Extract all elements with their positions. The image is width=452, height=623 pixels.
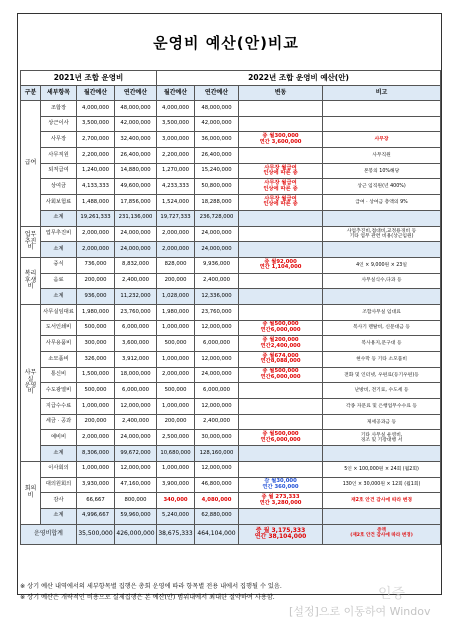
monthly-2022-cell: 500,000 bbox=[157, 336, 195, 352]
note-cell: 제세공과금 등 bbox=[323, 414, 441, 430]
table-row bbox=[21, 148, 441, 164]
item-cell: 예비비 bbox=[41, 430, 77, 446]
col-annual-2022: 연간예산 bbox=[195, 86, 239, 101]
monthly-2022-cell: 1,000,000 bbox=[157, 461, 195, 477]
annual-2022-cell: 6,000,000 bbox=[195, 383, 239, 399]
monthly-2022-cell: 1,000,000 bbox=[157, 320, 195, 336]
total-monthly-2022: 38,675,333 bbox=[157, 524, 195, 544]
annual-2021-cell: 17,856,000 bbox=[115, 195, 157, 211]
table-row bbox=[21, 273, 441, 289]
monthly-2021-cell: 19,261,333 bbox=[77, 210, 115, 226]
monthly-2021-cell: 2,000,000 bbox=[77, 226, 115, 242]
item-cell: 지급수수료 bbox=[41, 399, 77, 415]
annual-2022-cell: 2,400,000 bbox=[195, 273, 239, 289]
monthly-2021-cell: 1,980,000 bbox=[77, 304, 115, 320]
category-cell: 사무실 운영비 bbox=[21, 304, 41, 461]
change-cell: 증 월500,000 연간6,000,000 bbox=[239, 320, 323, 336]
change-cell bbox=[239, 226, 323, 242]
annual-2021-cell: 24,000,000 bbox=[115, 242, 157, 258]
note-cell bbox=[323, 508, 441, 524]
annual-2021-cell: 49,600,000 bbox=[115, 179, 157, 195]
annual-2022-cell: 26,400,000 bbox=[195, 148, 239, 164]
item-cell: 사무장 bbox=[41, 132, 77, 148]
annual-2022-cell: 30,000,000 bbox=[195, 430, 239, 446]
activation-watermark: [설정]으로 이동하여 Windov bbox=[289, 605, 431, 618]
page-title: 운영비 예산(안)비교 bbox=[153, 34, 299, 52]
note-cell: 급여 · 상여금 총액의 9% bbox=[323, 195, 441, 211]
annual-2021-cell: 2,400,000 bbox=[115, 414, 157, 430]
note-cell: 5인 × 100,000원 × 24회 (월2회) bbox=[323, 461, 441, 477]
annual-2021-cell: 6,000,000 bbox=[115, 320, 157, 336]
table-row bbox=[21, 399, 441, 415]
monthly-2021-cell: 200,000 bbox=[77, 414, 115, 430]
annual-2022-cell: 36,000,000 bbox=[195, 132, 239, 148]
monthly-2021-cell: 2,700,000 bbox=[77, 132, 115, 148]
monthly-2022-cell: 3,000,000 bbox=[157, 132, 195, 148]
budget-table bbox=[20, 70, 441, 545]
subtotal-row bbox=[21, 446, 441, 462]
item-cell: 사무실임대료 bbox=[41, 304, 77, 320]
change-cell: 증 월674,000 연간8,088,000 bbox=[239, 352, 323, 368]
annual-2021-cell: 23,760,000 bbox=[115, 304, 157, 320]
monthly-2021-cell: 736,000 bbox=[77, 257, 115, 273]
note-cell: 현수막 등 기타 소모품비 bbox=[323, 352, 441, 368]
monthly-2022-cell: 1,980,000 bbox=[157, 304, 195, 320]
table-row bbox=[21, 477, 441, 493]
monthly-2021-cell: 3,930,000 bbox=[77, 477, 115, 493]
monthly-2021-cell: 2,000,000 bbox=[77, 242, 115, 258]
table-row bbox=[21, 493, 441, 509]
budget-table-body bbox=[21, 101, 441, 525]
annual-2021-cell: 6,000,000 bbox=[115, 383, 157, 399]
table-row bbox=[21, 179, 441, 195]
note-cell: 재2호 안건 감사에 따라 변경 bbox=[323, 493, 441, 509]
table-row bbox=[21, 383, 441, 399]
monthly-2021-cell: 500,000 bbox=[77, 320, 115, 336]
total-change: 증 월 3,175,333 연간 38,104,000 bbox=[239, 524, 323, 544]
annual-2022-cell: 6,000,000 bbox=[195, 336, 239, 352]
table-row bbox=[21, 132, 441, 148]
annual-2022-cell: 15,240,000 bbox=[195, 163, 239, 179]
monthly-2021-cell: 300,000 bbox=[77, 336, 115, 352]
table-row bbox=[21, 257, 441, 273]
annual-2021-cell: 3,912,000 bbox=[115, 352, 157, 368]
table-row bbox=[21, 414, 441, 430]
monthly-2021-cell: 4,996,667 bbox=[77, 508, 115, 524]
total-note: 증액 (재2호 안건 감사에 따라 변경) bbox=[323, 524, 441, 544]
monthly-2021-cell: 200,000 bbox=[77, 273, 115, 289]
subtotal-row bbox=[21, 289, 441, 305]
table-row bbox=[21, 116, 441, 132]
annual-2022-cell: 9,936,000 bbox=[195, 257, 239, 273]
change-cell bbox=[239, 210, 323, 226]
note-cell bbox=[323, 116, 441, 132]
annual-2021-cell: 59,960,000 bbox=[115, 508, 157, 524]
note-cell bbox=[323, 101, 441, 117]
note-cell: 조합사무실 임대료 bbox=[323, 304, 441, 320]
monthly-2022-cell: 2,200,000 bbox=[157, 148, 195, 164]
annual-2022-cell: 48,000,000 bbox=[195, 101, 239, 117]
table-row bbox=[21, 430, 441, 446]
monthly-2022-cell: 10,680,000 bbox=[157, 446, 195, 462]
annual-2022-cell: 46,800,000 bbox=[195, 477, 239, 493]
monthly-2021-cell: 2,200,000 bbox=[77, 148, 115, 164]
note-cell bbox=[323, 242, 441, 258]
total-monthly-2021: 35,500,000 bbox=[77, 524, 115, 544]
monthly-2021-cell: 8,306,000 bbox=[77, 446, 115, 462]
monthly-2022-cell: 200,000 bbox=[157, 414, 195, 430]
monthly-2022-cell: 5,240,000 bbox=[157, 508, 195, 524]
note-cell: 4인 × 9,000원 × 23일 bbox=[323, 257, 441, 273]
table-row bbox=[21, 304, 441, 320]
change-cell: 증 월500,000 연간6,000,000 bbox=[239, 430, 323, 446]
col-item: 세부항목 bbox=[41, 86, 77, 101]
annual-2022-cell: 236,728,000 bbox=[195, 210, 239, 226]
item-cell: 중식 bbox=[41, 257, 77, 273]
monthly-2022-cell: 19,727,333 bbox=[157, 210, 195, 226]
monthly-2022-cell: 340,000 bbox=[157, 493, 195, 509]
table-row bbox=[21, 163, 441, 179]
col-category: 구분 bbox=[21, 86, 41, 101]
header-group-row bbox=[21, 71, 441, 86]
col-annual-2021: 연간예산 bbox=[115, 86, 157, 101]
activation-watermark-top: 인증 bbox=[378, 586, 406, 602]
table-row bbox=[21, 461, 441, 477]
annual-2021-cell: 24,000,000 bbox=[115, 226, 157, 242]
change-cell bbox=[239, 116, 323, 132]
note-cell: 사업추진비,접대비,교정용경비 등 기타 업무 관련 비용(상근임원) bbox=[323, 226, 441, 242]
monthly-2022-cell: 1,028,000 bbox=[157, 289, 195, 305]
item-cell: 이사회의 bbox=[41, 461, 77, 477]
annual-2022-cell: 12,000,000 bbox=[195, 320, 239, 336]
category-cell: 급여 bbox=[21, 101, 41, 227]
annual-2021-cell: 26,400,000 bbox=[115, 148, 157, 164]
change-cell: 사무장 월급여 인상에 따른 증 bbox=[239, 179, 323, 195]
item-cell: 감사 bbox=[41, 493, 77, 509]
note-cell: 본봉의 10%해당 bbox=[323, 163, 441, 179]
annual-2021-cell: 800,000 bbox=[115, 493, 157, 509]
monthly-2022-cell: 1,000,000 bbox=[157, 399, 195, 415]
change-cell bbox=[239, 383, 323, 399]
note-cell: 130인 × 30,000원 × 12회 (월1회) bbox=[323, 477, 441, 493]
monthly-2021-cell: 3,500,000 bbox=[77, 116, 115, 132]
monthly-2022-cell: 200,000 bbox=[157, 273, 195, 289]
monthly-2022-cell: 1,000,000 bbox=[157, 352, 195, 368]
note-cell: 사무장 bbox=[323, 132, 441, 148]
monthly-2022-cell: 2,000,000 bbox=[157, 242, 195, 258]
annual-2021-cell: 47,160,000 bbox=[115, 477, 157, 493]
annual-2022-cell: 62,880,000 bbox=[195, 508, 239, 524]
subtotal-row bbox=[21, 242, 441, 258]
table-row bbox=[21, 336, 441, 352]
item-cell: 음료 bbox=[41, 273, 77, 289]
item-cell: 소모품비 bbox=[41, 352, 77, 368]
item-cell: 소계 bbox=[41, 242, 77, 258]
change-cell: 사무장 월급여 인상에 따른 증 bbox=[239, 163, 323, 179]
monthly-2021-cell: 1,488,000 bbox=[77, 195, 115, 211]
table-row bbox=[21, 101, 441, 117]
change-cell: 증 월 273,333 연간 3,280,000 bbox=[239, 493, 323, 509]
monthly-2021-cell: 326,000 bbox=[77, 352, 115, 368]
header-columns-row bbox=[21, 86, 441, 101]
monthly-2022-cell: 828,000 bbox=[157, 257, 195, 273]
note-cell: 전화 및 인터넷, 우편료(등기우편)등 bbox=[323, 367, 441, 383]
annual-2021-cell: 12,000,000 bbox=[115, 399, 157, 415]
item-cell: 소계 bbox=[41, 508, 77, 524]
annual-2022-cell: 2,400,000 bbox=[195, 414, 239, 430]
footnote-1: ※ 상기 예산 내역에서의 세부항목별 집행은 총회 운영에 따라 항목별 전용 내에서 집행될 수 있음. bbox=[20, 583, 282, 590]
annual-2022-cell: 12,000,000 bbox=[195, 352, 239, 368]
footnotes bbox=[20, 581, 440, 603]
change-cell: 증 월92,000 연간 1,104,000 bbox=[239, 257, 323, 273]
item-cell: 소계 bbox=[41, 446, 77, 462]
note-cell: 각종 자문료 및 은행업무수수료 등 bbox=[323, 399, 441, 415]
monthly-2022-cell: 2,500,000 bbox=[157, 430, 195, 446]
header-2022: 2022년 조합 운영비 예산(안) bbox=[157, 71, 441, 86]
monthly-2022-cell: 4,000,000 bbox=[157, 101, 195, 117]
annual-2021-cell: 32,400,000 bbox=[115, 132, 157, 148]
item-cell: 사회보험료 bbox=[41, 195, 77, 211]
monthly-2022-cell: 4,233,333 bbox=[157, 179, 195, 195]
monthly-2022-cell: 1,270,000 bbox=[157, 163, 195, 179]
table-row bbox=[21, 367, 441, 383]
monthly-2021-cell: 2,000,000 bbox=[77, 430, 115, 446]
monthly-2021-cell: 4,000,000 bbox=[77, 101, 115, 117]
annual-2021-cell: 231,136,000 bbox=[115, 210, 157, 226]
note-cell bbox=[323, 210, 441, 226]
annual-2022-cell: 12,000,000 bbox=[195, 399, 239, 415]
change-cell: 사무장 월급여 인상에 따른 증 bbox=[239, 195, 323, 211]
annual-2021-cell: 8,832,000 bbox=[115, 257, 157, 273]
monthly-2022-cell: 500,000 bbox=[157, 383, 195, 399]
item-cell: 통신비 bbox=[41, 367, 77, 383]
annual-2022-cell: 24,000,000 bbox=[195, 367, 239, 383]
grand-total-row bbox=[21, 524, 441, 544]
change-cell bbox=[239, 508, 323, 524]
monthly-2021-cell: 66,667 bbox=[77, 493, 115, 509]
change-cell: 증 월300,000 연간 3,600,000 bbox=[239, 132, 323, 148]
item-cell: 소계 bbox=[41, 289, 77, 305]
monthly-2021-cell: 1,000,000 bbox=[77, 461, 115, 477]
table-row bbox=[21, 195, 441, 211]
note-cell: 복사용지,문구대 등 bbox=[323, 336, 441, 352]
note-cell: 기타 사무실 운영비, 경조 및 기장대행 서 bbox=[323, 430, 441, 446]
change-cell: 증 월200,000 연간2,400,000 bbox=[239, 336, 323, 352]
annual-2021-cell: 99,672,000 bbox=[115, 446, 157, 462]
annual-2021-cell: 2,400,000 bbox=[115, 273, 157, 289]
annual-2022-cell: 128,160,000 bbox=[195, 446, 239, 462]
header-2021: 2021년 조합 운영비 bbox=[21, 71, 157, 86]
monthly-2021-cell: 1,500,000 bbox=[77, 367, 115, 383]
item-cell: 상여금 bbox=[41, 179, 77, 195]
table-row bbox=[21, 352, 441, 368]
change-cell bbox=[239, 461, 323, 477]
item-cell: 사무직원 bbox=[41, 148, 77, 164]
monthly-2021-cell: 1,240,000 bbox=[77, 163, 115, 179]
annual-2021-cell: 24,000,000 bbox=[115, 430, 157, 446]
change-cell bbox=[239, 414, 323, 430]
change-cell bbox=[239, 273, 323, 289]
change-cell bbox=[239, 242, 323, 258]
monthly-2022-cell: 2,000,000 bbox=[157, 226, 195, 242]
item-cell: 도서인쇄비 bbox=[41, 320, 77, 336]
col-note: 비고 bbox=[323, 86, 441, 101]
total-annual-2022: 464,104,000 bbox=[195, 524, 239, 544]
note-cell: 사무직원 bbox=[323, 148, 441, 164]
monthly-2022-cell: 3,500,000 bbox=[157, 116, 195, 132]
change-cell bbox=[239, 304, 323, 320]
note-cell: 상근 임직원(년 400%) bbox=[323, 179, 441, 195]
change-cell bbox=[239, 399, 323, 415]
annual-2021-cell: 48,000,000 bbox=[115, 101, 157, 117]
annual-2021-cell: 14,880,000 bbox=[115, 163, 157, 179]
monthly-2021-cell: 4,133,333 bbox=[77, 179, 115, 195]
monthly-2021-cell: 500,000 bbox=[77, 383, 115, 399]
annual-2021-cell: 11,232,000 bbox=[115, 289, 157, 305]
annual-2022-cell: 23,760,000 bbox=[195, 304, 239, 320]
change-cell: 감 월30,000 연간 360,000 bbox=[239, 477, 323, 493]
annual-2022-cell: 12,000,000 bbox=[195, 461, 239, 477]
annual-2021-cell: 12,000,000 bbox=[115, 461, 157, 477]
monthly-2021-cell: 936,000 bbox=[77, 289, 115, 305]
total-annual-2021: 426,000,000 bbox=[115, 524, 157, 544]
item-cell: 업무추진비 bbox=[41, 226, 77, 242]
annual-2021-cell: 42,000,000 bbox=[115, 116, 157, 132]
table-row bbox=[21, 226, 441, 242]
category-cell: 복리 후생비 bbox=[21, 257, 41, 304]
change-cell bbox=[239, 446, 323, 462]
footnote-2: ※ 상기 예산은 개략적인 비용으로 실제집행은 본 예산(안) 범위내에서 최대한 절약하여 사용함. bbox=[20, 594, 275, 601]
change-cell bbox=[239, 148, 323, 164]
table-row bbox=[21, 320, 441, 336]
item-cell: 상근이사 bbox=[41, 116, 77, 132]
category-cell: 회의비 bbox=[21, 461, 41, 524]
monthly-2022-cell: 2,000,000 bbox=[157, 367, 195, 383]
monthly-2022-cell: 1,524,000 bbox=[157, 195, 195, 211]
item-cell: 조합장 bbox=[41, 101, 77, 117]
annual-2022-cell: 18,288,000 bbox=[195, 195, 239, 211]
change-cell bbox=[239, 101, 323, 117]
item-cell: 사무용품비 bbox=[41, 336, 77, 352]
note-cell: 난방비, 전기료, 수도세 등 bbox=[323, 383, 441, 399]
total-label: 운영비합계 bbox=[21, 524, 77, 544]
annual-2022-cell: 24,000,000 bbox=[195, 226, 239, 242]
annual-2022-cell: 4,080,000 bbox=[195, 493, 239, 509]
monthly-2021-cell: 1,000,000 bbox=[77, 399, 115, 415]
col-monthly-2022: 월간예산 bbox=[157, 86, 195, 101]
note-cell: 복사기 렌탈비, 신문대금 등 bbox=[323, 320, 441, 336]
note-cell bbox=[323, 289, 441, 305]
annual-2022-cell: 12,336,000 bbox=[195, 289, 239, 305]
item-cell: 소계 bbox=[41, 210, 77, 226]
item-cell: 대의원회의 bbox=[41, 477, 77, 493]
col-monthly-2021: 월간예산 bbox=[77, 86, 115, 101]
col-change: 변동 bbox=[239, 86, 323, 101]
category-cell: 업무 추진비 bbox=[21, 226, 41, 257]
monthly-2022-cell: 3,900,000 bbox=[157, 477, 195, 493]
note-cell: 사무실식수,다과 등 bbox=[323, 273, 441, 289]
annual-2022-cell: 24,000,000 bbox=[195, 242, 239, 258]
annual-2021-cell: 18,000,000 bbox=[115, 367, 157, 383]
item-cell: 수도광열비 bbox=[41, 383, 77, 399]
annual-2022-cell: 42,000,000 bbox=[195, 116, 239, 132]
item-cell: 세금 · 공과 bbox=[41, 414, 77, 430]
item-cell: 퇴직급여 bbox=[41, 163, 77, 179]
subtotal-row bbox=[21, 210, 441, 226]
subtotal-row bbox=[21, 508, 441, 524]
annual-2021-cell: 3,600,000 bbox=[115, 336, 157, 352]
note-cell bbox=[323, 446, 441, 462]
change-cell bbox=[239, 289, 323, 305]
change-cell: 증 월500,000 연간6,000,000 bbox=[239, 367, 323, 383]
annual-2022-cell: 50,800,000 bbox=[195, 179, 239, 195]
